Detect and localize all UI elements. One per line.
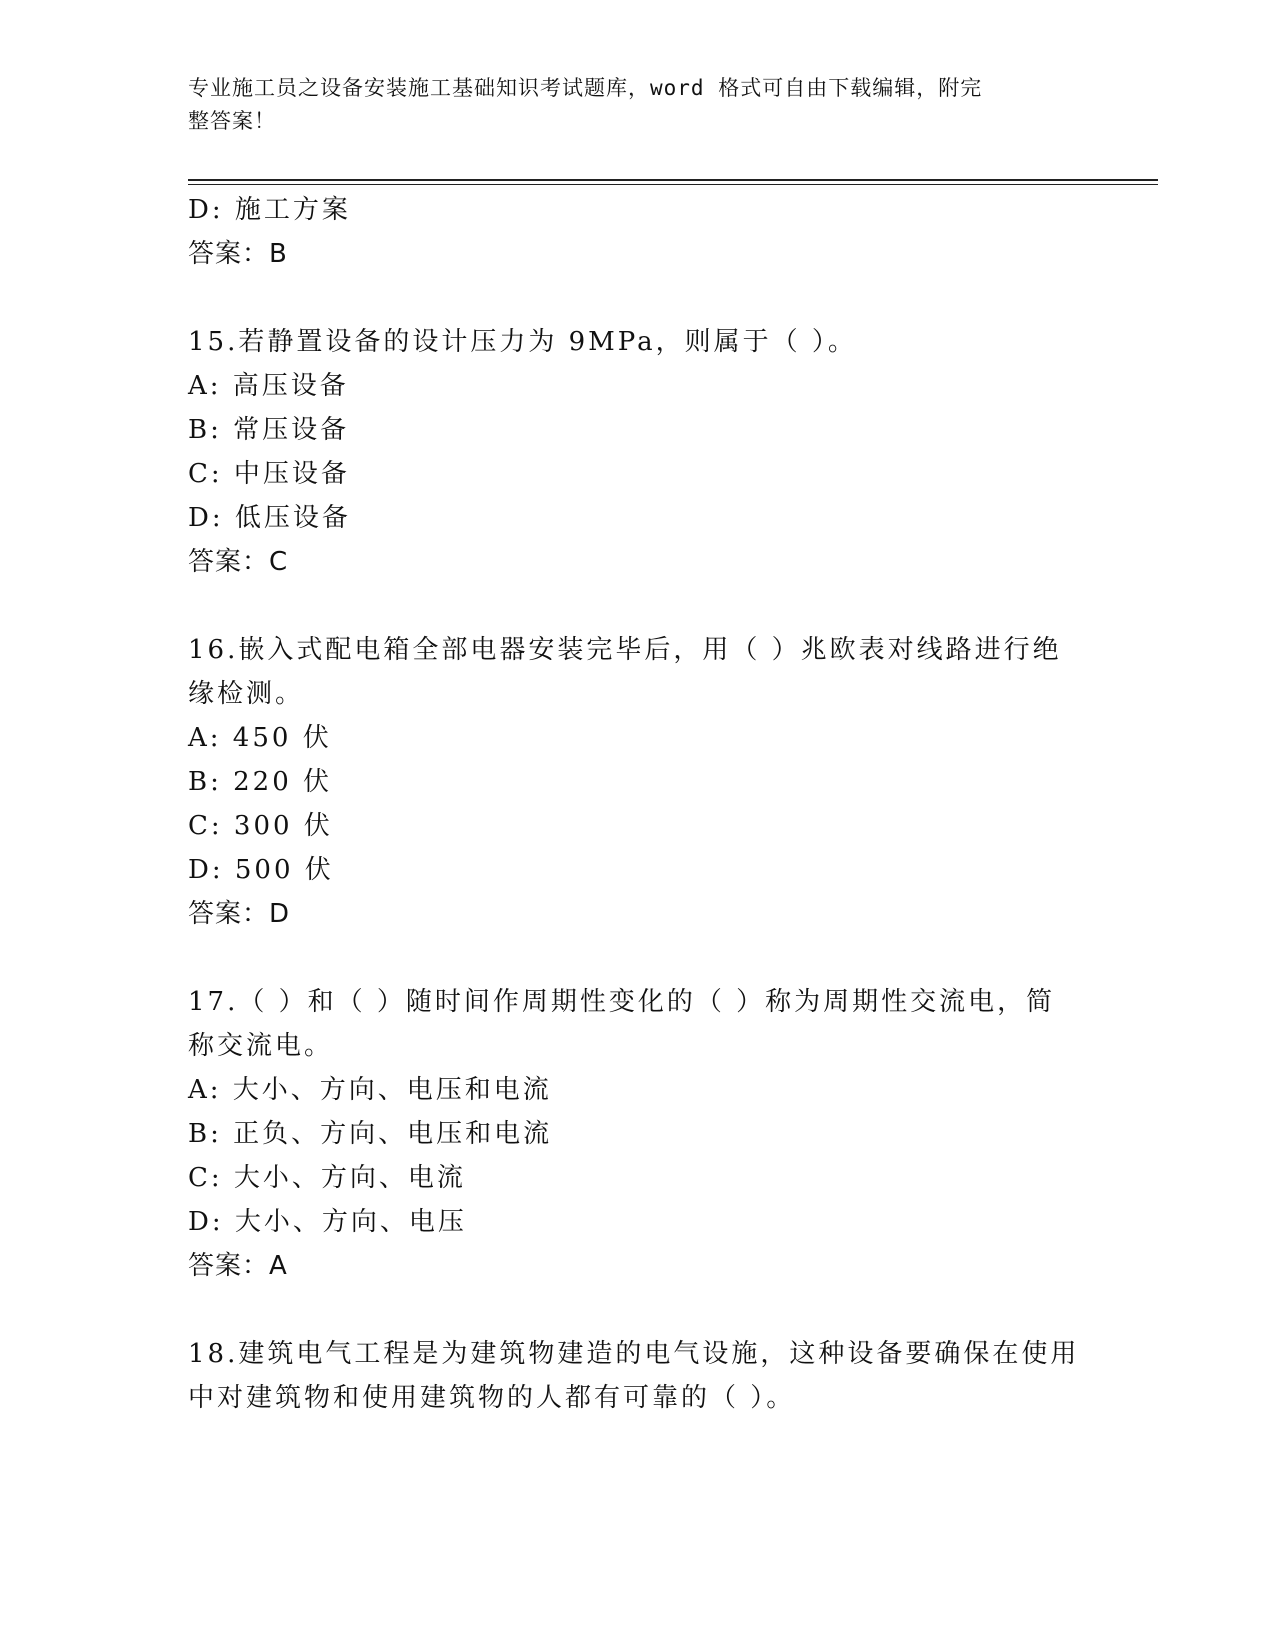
header-line-2: 整答案！: [188, 109, 276, 133]
q16-option-a: A: 450 伏: [188, 723, 332, 753]
q18-stem-line-2: 中对建筑物和使用建筑物的人都有可靠的（ ）。: [188, 1383, 796, 1413]
q17-stem-line-2: 称交流电。: [188, 1031, 334, 1061]
q18-stem-line-1: 18.建筑电气工程是为建筑物建造的电气设施，这种设备要确保在使用: [188, 1339, 1080, 1369]
q17-answer: 答案：A: [188, 1251, 288, 1281]
q17-option-b: B: 正负、方向、电压和电流: [188, 1119, 553, 1149]
q15-stem: 15.若静置设备的设计压力为 9MPa，则属于（ ）。: [188, 327, 857, 357]
q15-answer: 答案：C: [188, 547, 289, 577]
q17-stem-line-1: 17.（ ）和（ ）随时间作周期性变化的（ ）称为周期性交流电，简: [188, 987, 1056, 1017]
q16-stem-line-1: 16.嵌入式配电箱全部电器安装完毕后，用（ ）兆欧表对线路进行绝: [188, 635, 1062, 665]
document-header: [188, 72, 1068, 138]
q17-option-a: A: 大小、方向、电压和电流: [188, 1075, 552, 1105]
q16-answer: 答案：D: [188, 899, 291, 929]
header-divider: [188, 179, 1158, 181]
prev-option-d: D: 施工方案: [188, 195, 351, 225]
q16-option-b: B: 220 伏: [188, 767, 333, 797]
q16-option-d: D: 500 伏: [188, 855, 334, 885]
header-divider-thin: [188, 184, 1158, 185]
header-line-1: 专业施工员之设备安装施工基础知识考试题库，word 格式可自由下载编辑，附完: [188, 76, 983, 100]
q15-option-d: D: 低压设备: [188, 503, 351, 533]
q15-option-c: C: 中压设备: [188, 459, 350, 489]
q15-option-a: A: 高压设备: [188, 371, 349, 401]
q17-option-d: D: 大小、方向、电压: [188, 1207, 467, 1237]
prev-answer: 答案：B: [188, 239, 288, 269]
q15-option-b: B: 常压设备: [188, 415, 350, 445]
q17-option-c: C: 大小、方向、电流: [188, 1163, 466, 1193]
q16-stem-line-2: 缘检测。: [188, 679, 305, 709]
q16-option-c: C: 300 伏: [188, 811, 333, 841]
